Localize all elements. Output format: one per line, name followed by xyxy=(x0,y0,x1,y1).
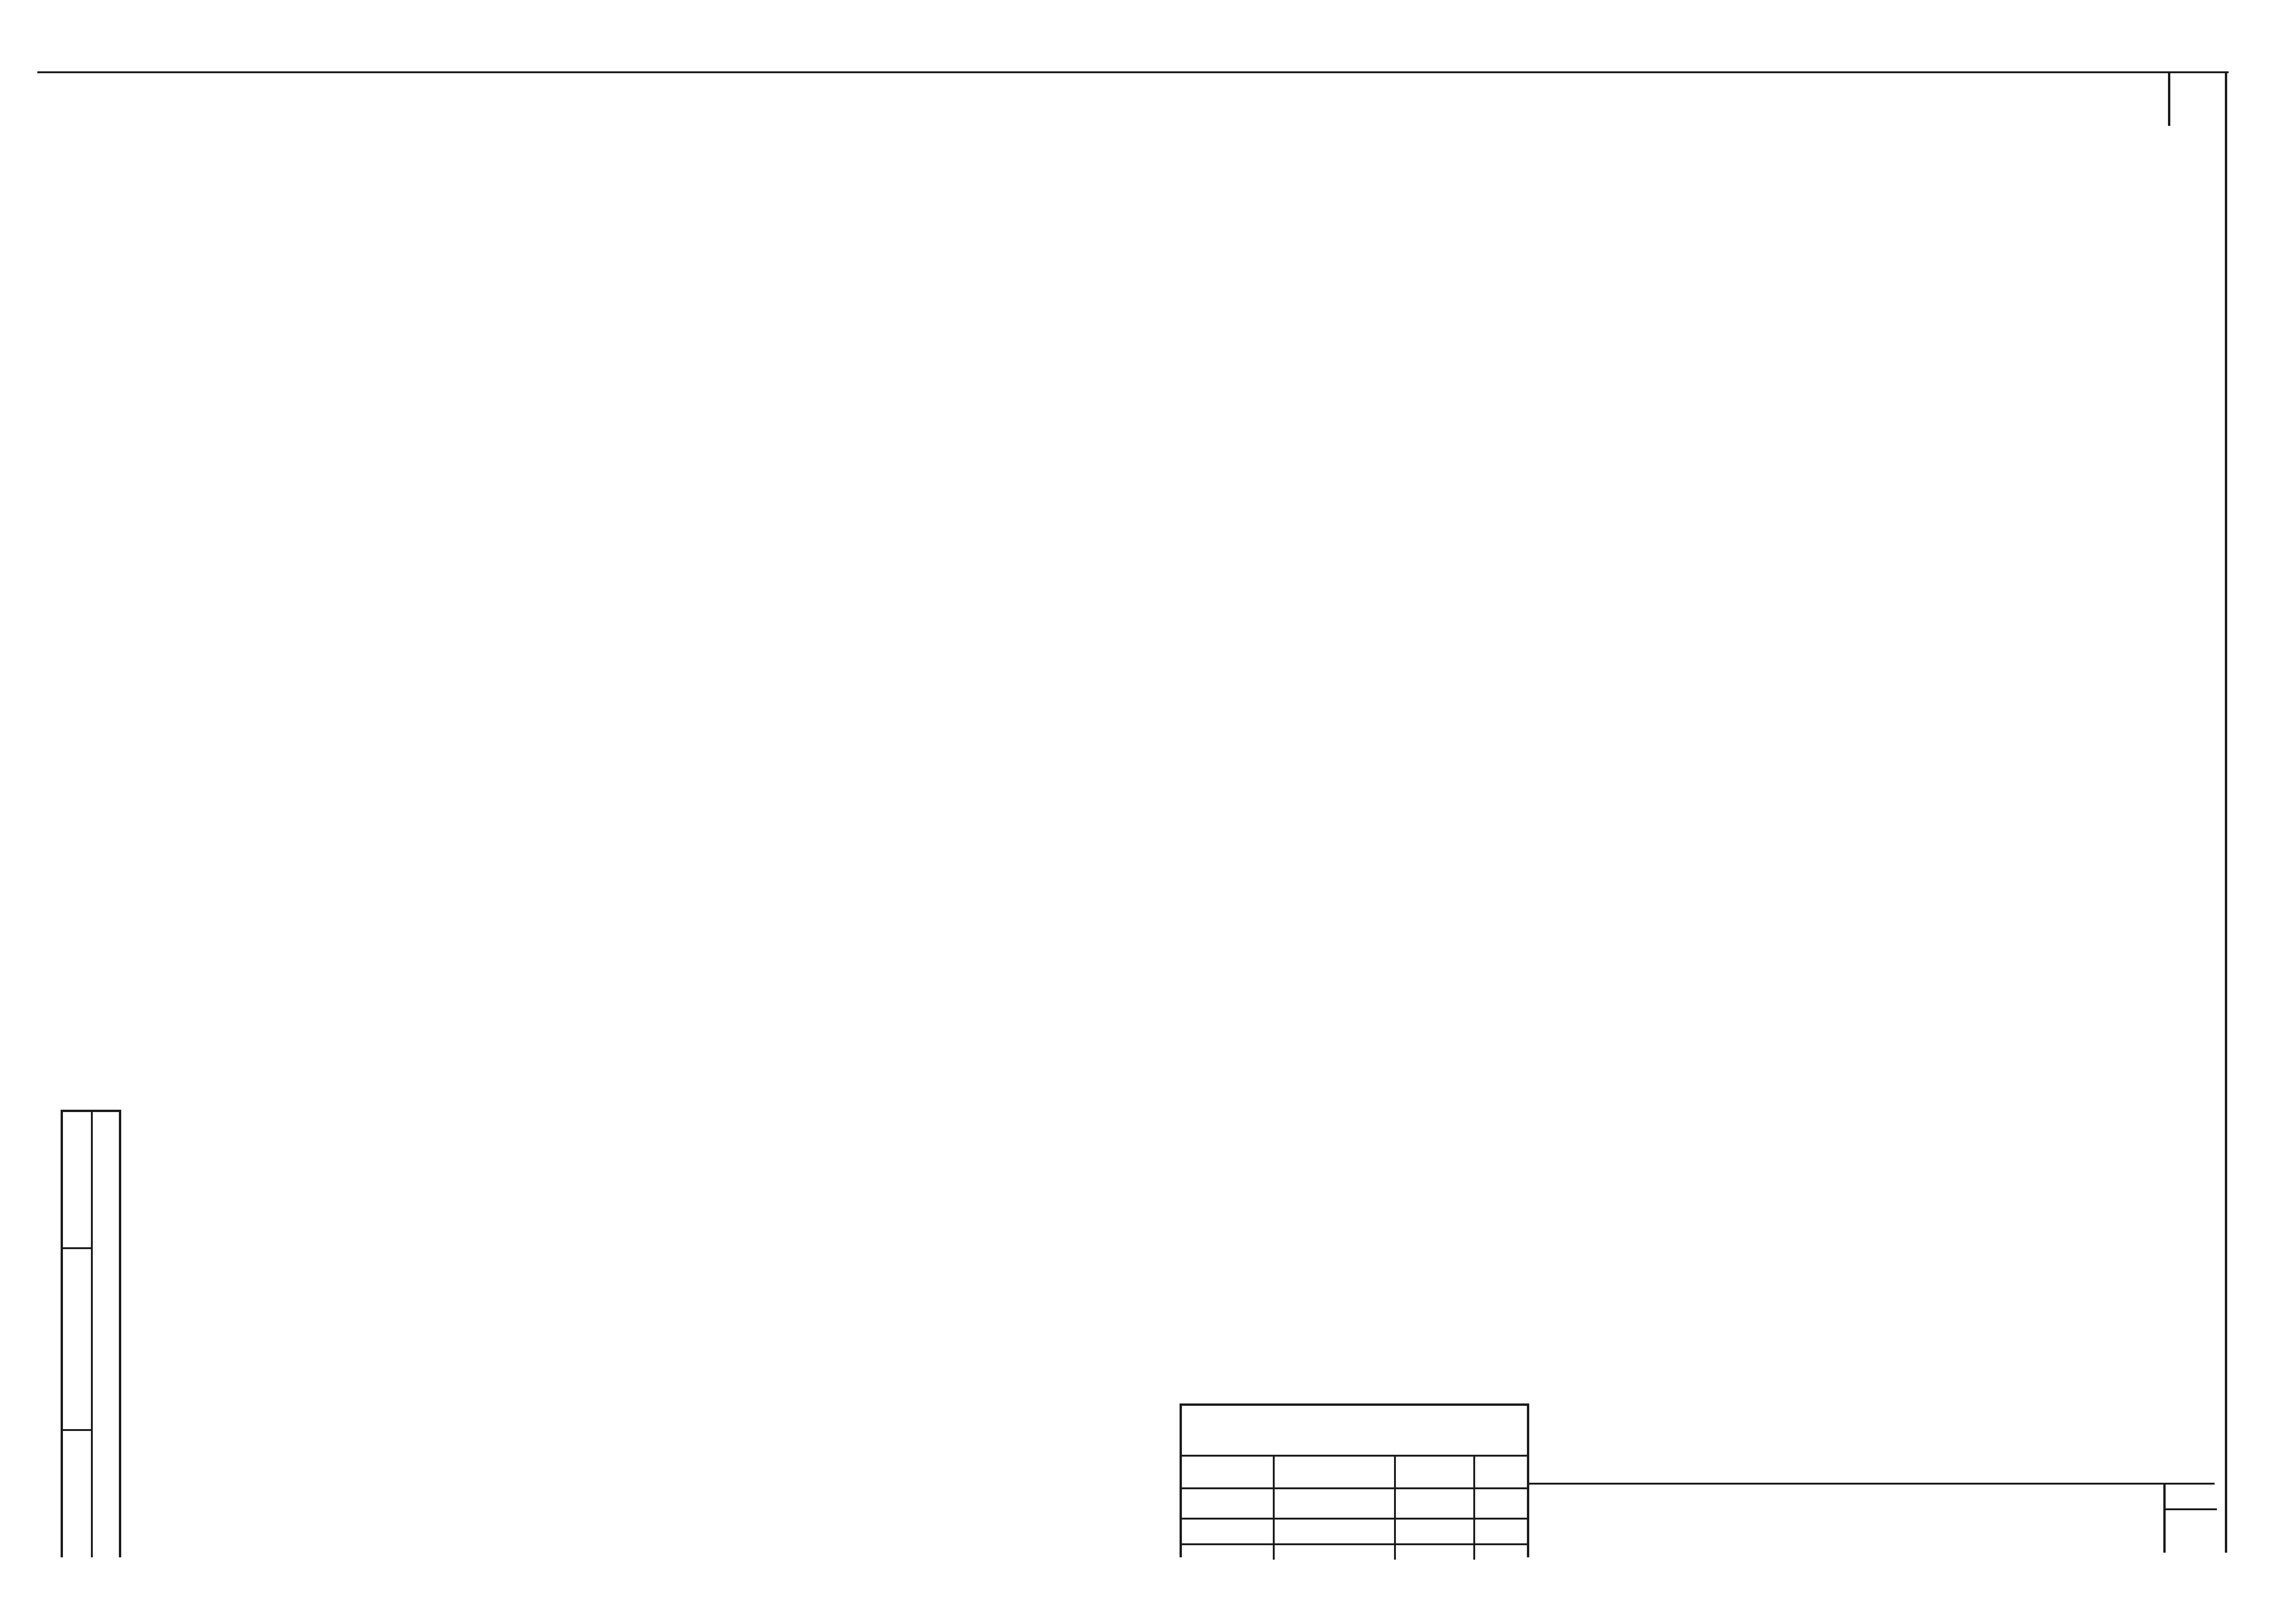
left-stamp-column xyxy=(61,1110,121,1557)
sheet-box-right xyxy=(2225,72,2227,1553)
privyazan-box xyxy=(1180,1403,1529,1557)
sheet-box-left xyxy=(2168,72,2170,126)
footer-sheet-box xyxy=(2163,1483,2217,1553)
top-border xyxy=(37,71,2229,73)
footer-line xyxy=(1529,1483,2215,1485)
